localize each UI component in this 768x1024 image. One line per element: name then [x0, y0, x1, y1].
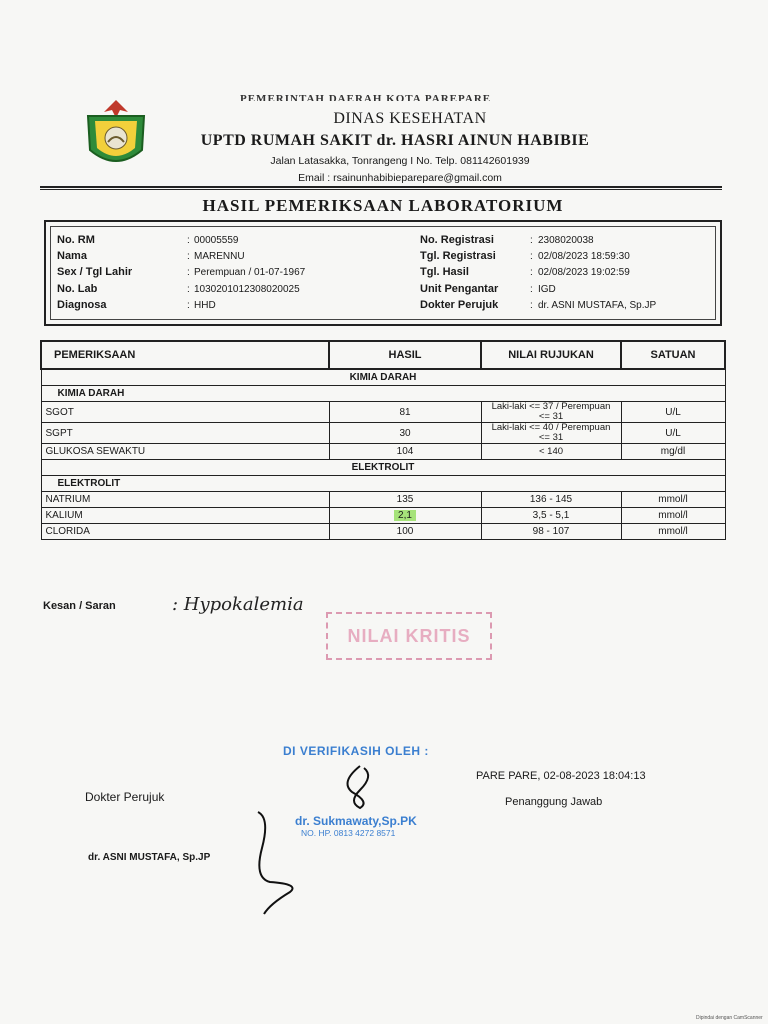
test-reference: Laki-laki <= 37 / Perempuan <= 31	[481, 402, 621, 423]
patient-field-label: Tgl. Hasil	[420, 266, 469, 278]
table-row	[41, 402, 725, 423]
group-elektrolit: ELEKTROLIT	[41, 476, 725, 492]
patient-field-value: HHD	[194, 300, 216, 311]
patient-field-value: dr. ASNI MUSTAFA, Sp.JP	[538, 300, 657, 311]
test-reference: 98 - 107	[481, 524, 621, 540]
verifier-phone: NO. HP. 0813 4272 8571	[301, 828, 396, 838]
test-name: NATRIUM	[41, 492, 329, 508]
group-row	[41, 386, 725, 402]
patient-field-value: 02/08/2023 18:59:30	[538, 251, 630, 262]
patient-field-colon: :	[530, 284, 533, 295]
org-email: Email : rsainunhabibieparepare@gmail.com	[298, 172, 502, 184]
patient-field-value: 02/08/2023 19:02:59	[538, 267, 630, 278]
hospital-logo	[82, 98, 150, 174]
test-result-cell	[329, 508, 481, 524]
patient-field-colon: :	[187, 284, 190, 295]
patient-field-value: IGD	[538, 284, 556, 295]
test-name: CLORIDA	[41, 524, 329, 540]
org-address: Jalan Latasakka, Tonrangeng I No. Telp. 081142601939	[270, 155, 530, 167]
org-government-line: PEMERINTAH DAERAH KOTA PAREPARE	[240, 93, 492, 101]
referring-doctor-title: Dokter Perujuk	[85, 790, 165, 804]
test-result: 100	[329, 524, 481, 540]
patient-field-value: 1030201012308020025	[194, 284, 300, 295]
test-result: 81	[329, 402, 481, 423]
test-result: 30	[329, 423, 481, 444]
table-row	[41, 524, 725, 540]
test-name: SGPT	[41, 423, 329, 444]
org-hospital-name: UPTD RUMAH SAKIT dr. HASRI AINUN HABIBIE	[200, 132, 590, 149]
test-reference: Laki-laki <= 40 / Perempuan <= 31	[481, 423, 621, 444]
patient-field-value: MARENNU	[194, 251, 245, 262]
test-reference: 136 - 145	[481, 492, 621, 508]
report-date-place: PARE PARE, 02-08-2023 18:04:13	[476, 770, 646, 782]
group-row	[41, 476, 725, 492]
section-kimia-darah: KIMIA DARAH	[41, 369, 725, 386]
header-divider	[40, 186, 722, 188]
referring-doctor-name: dr. ASNI MUSTAFA, Sp.JP	[88, 852, 211, 863]
test-unit: mmol/l	[621, 524, 725, 540]
verification-label: DI VERIFIKASIH OLEH :	[283, 744, 429, 758]
critical-result-highlight: 2,1	[394, 510, 416, 521]
responsible-title: Penanggung Jawab	[505, 796, 603, 808]
kesan-handwritten-value: : Hypokalemia	[172, 594, 304, 615]
table-header-row	[41, 341, 725, 369]
header-divider-thin	[40, 189, 722, 190]
test-name: KALIUM	[41, 508, 329, 524]
test-reference: 3,5 - 5,1	[481, 508, 621, 524]
patient-field-colon: :	[187, 251, 190, 262]
lab-results-table	[40, 340, 726, 540]
patient-field-label: Sex / Tgl Lahir	[57, 266, 133, 278]
patient-field-label: Unit Pengantar	[420, 283, 499, 295]
patient-field-colon: :	[530, 267, 533, 278]
section-elektrolit: ELEKTROLIT	[41, 460, 725, 476]
test-name: SGOT	[41, 402, 329, 423]
patient-field-colon: :	[187, 300, 190, 311]
section-row	[41, 460, 725, 476]
patient-field-label: Diagnosa	[57, 299, 107, 311]
patient-field-colon: :	[187, 267, 190, 278]
section-row	[41, 369, 725, 386]
test-reference: < 140	[481, 444, 621, 460]
referring-doctor-signature	[240, 808, 320, 918]
group-kimia-darah: KIMIA DARAH	[41, 386, 725, 402]
patient-field-label: Tgl. Registrasi	[420, 250, 496, 262]
table-row	[41, 444, 725, 460]
patient-field-value: 00005559	[194, 235, 239, 246]
patient-field-colon: :	[530, 300, 533, 311]
patient-field-label: Dokter Perujuk	[420, 299, 499, 311]
test-unit: mg/dl	[621, 444, 725, 460]
patient-field-label: No. RM	[57, 234, 95, 246]
patient-field-label: No. Lab	[57, 283, 98, 295]
org-department: DINAS KESEHATAN	[333, 110, 487, 127]
patient-field-label: No. Registrasi	[420, 234, 494, 246]
header-nilai-rujukan: NILAI RUJUKAN	[481, 341, 621, 369]
test-name: GLUKOSA SEWAKTU	[41, 444, 329, 460]
header-pemeriksaan: PEMERIKSAAN	[41, 341, 329, 369]
table-row	[41, 492, 725, 508]
scanner-watermark: Dipindai dengan CamScanner	[696, 1015, 763, 1021]
header-satuan: SATUAN	[621, 341, 725, 369]
patient-field-colon: :	[187, 235, 190, 246]
table-row	[41, 423, 725, 444]
patient-field-colon: :	[530, 235, 533, 246]
verifier-signature	[330, 762, 390, 812]
verifier-name: dr. Sukmawaty,Sp.PK	[295, 814, 417, 828]
table-row	[41, 508, 725, 524]
test-unit: U/L	[621, 402, 725, 423]
test-result: 104	[329, 444, 481, 460]
critical-value-stamp: NILAI KRITIS	[326, 612, 492, 660]
test-result: 135	[329, 492, 481, 508]
test-unit: U/L	[621, 423, 725, 444]
patient-field-value: Perempuan / 01-07-1967	[194, 267, 306, 278]
patient-field-label: Nama	[57, 250, 87, 262]
test-unit: mmol/l	[621, 492, 725, 508]
header-hasil: HASIL	[329, 341, 481, 369]
kesan-label: Kesan / Saran	[43, 600, 116, 612]
test-unit: mmol/l	[621, 508, 725, 524]
document-title: HASIL PEMERIKSAAN LABORATORIUM	[202, 196, 564, 215]
patient-field-value: 2308020038	[538, 235, 594, 246]
patient-field-colon: :	[530, 251, 533, 262]
